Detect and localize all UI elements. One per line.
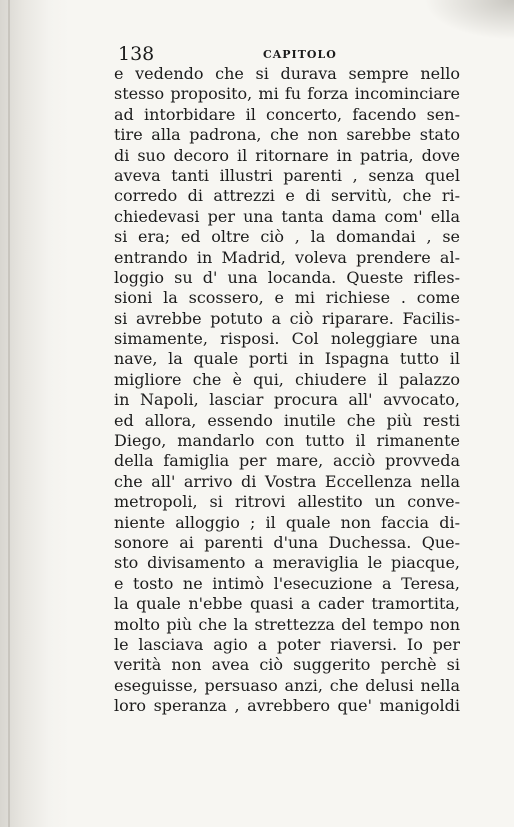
text-line: loro speranza , avrebbero que' manigoldi (114, 696, 460, 716)
running-head: CAPITOLO (263, 48, 337, 61)
text-line: loggio su d' una locanda. Queste rifles- (114, 267, 460, 287)
text-line: verità non avea ciò suggerito perchè si (114, 655, 460, 675)
gutter-edge-line (8, 0, 10, 827)
text-line: nave, la quale porti in Ispagna tutto il (114, 349, 460, 369)
text-line: entrando in Madrid, voleva prendere al- (114, 247, 460, 267)
text-line: eseguisse, persuaso anzi, che delusi nella (114, 675, 460, 695)
text-line: metropoli, si ritrovi allestito un conve- (114, 492, 460, 512)
page-number: 138 (118, 43, 155, 65)
text-line: in Napoli, lasciar procura all' avvocato, (114, 390, 460, 410)
text-line: e vedendo che si durava sempre nello (114, 64, 460, 83)
text-line: simamente, risposi. Col noleggiare una (114, 329, 460, 349)
body-text (114, 64, 460, 717)
text-line: di suo decoro il ritornare in patria, dove (114, 145, 460, 165)
text-line: aveva tanti illustri parenti , senza quel (114, 165, 460, 185)
page-header (118, 43, 458, 65)
text-line: sto divisamento a meraviglia le piacque, (114, 553, 460, 573)
text-line: e tosto ne intimò l'esecuzione a Teresa, (114, 573, 460, 593)
text-line: niente alloggio ; il quale non faccia di- (114, 512, 460, 532)
text-line: le lasciava agio a poter riaversi. Io per (114, 634, 460, 654)
binding-gutter (0, 0, 70, 827)
text-line: della famiglia per mare, acciò provveda (114, 451, 460, 471)
text-line: sioni la scossero, e mi richiese . come (114, 288, 460, 308)
page-corner-shadow (424, 0, 514, 40)
text-line: si avrebbe potuto a ciò riparare. Facilis- (114, 308, 460, 328)
text-line: che all' arrivo di Vostra Eccellenza nella (114, 471, 460, 491)
text-line: chiedevasi per una tanta dama com' ella (114, 206, 460, 226)
text-line: migliore che è qui, chiudere il palazzo (114, 369, 460, 389)
text-line: sonore ai parenti d'una Duchessa. Que- (114, 532, 460, 552)
text-line: corredo di attrezzi e di servitù, che ri- (114, 186, 460, 206)
text-line: Diego, mandarlo con tutto il rimanente (114, 431, 460, 451)
text-line: si era; ed oltre ciò , la domandai , se (114, 227, 460, 247)
text-line: ad intorbidare il concerto, facendo sen- (114, 104, 460, 124)
text-line: la quale n'ebbe quasi a cader tramortita, (114, 594, 460, 614)
text-line: ed allora, essendo inutile che più resti (114, 410, 460, 430)
text-line: tire alla padrona, che non sarebbe stato (114, 125, 460, 145)
text-line: molto più che la strettezza del tempo non (114, 614, 460, 634)
text-line: stesso proposito, mi fu forza incominciare (114, 84, 460, 104)
